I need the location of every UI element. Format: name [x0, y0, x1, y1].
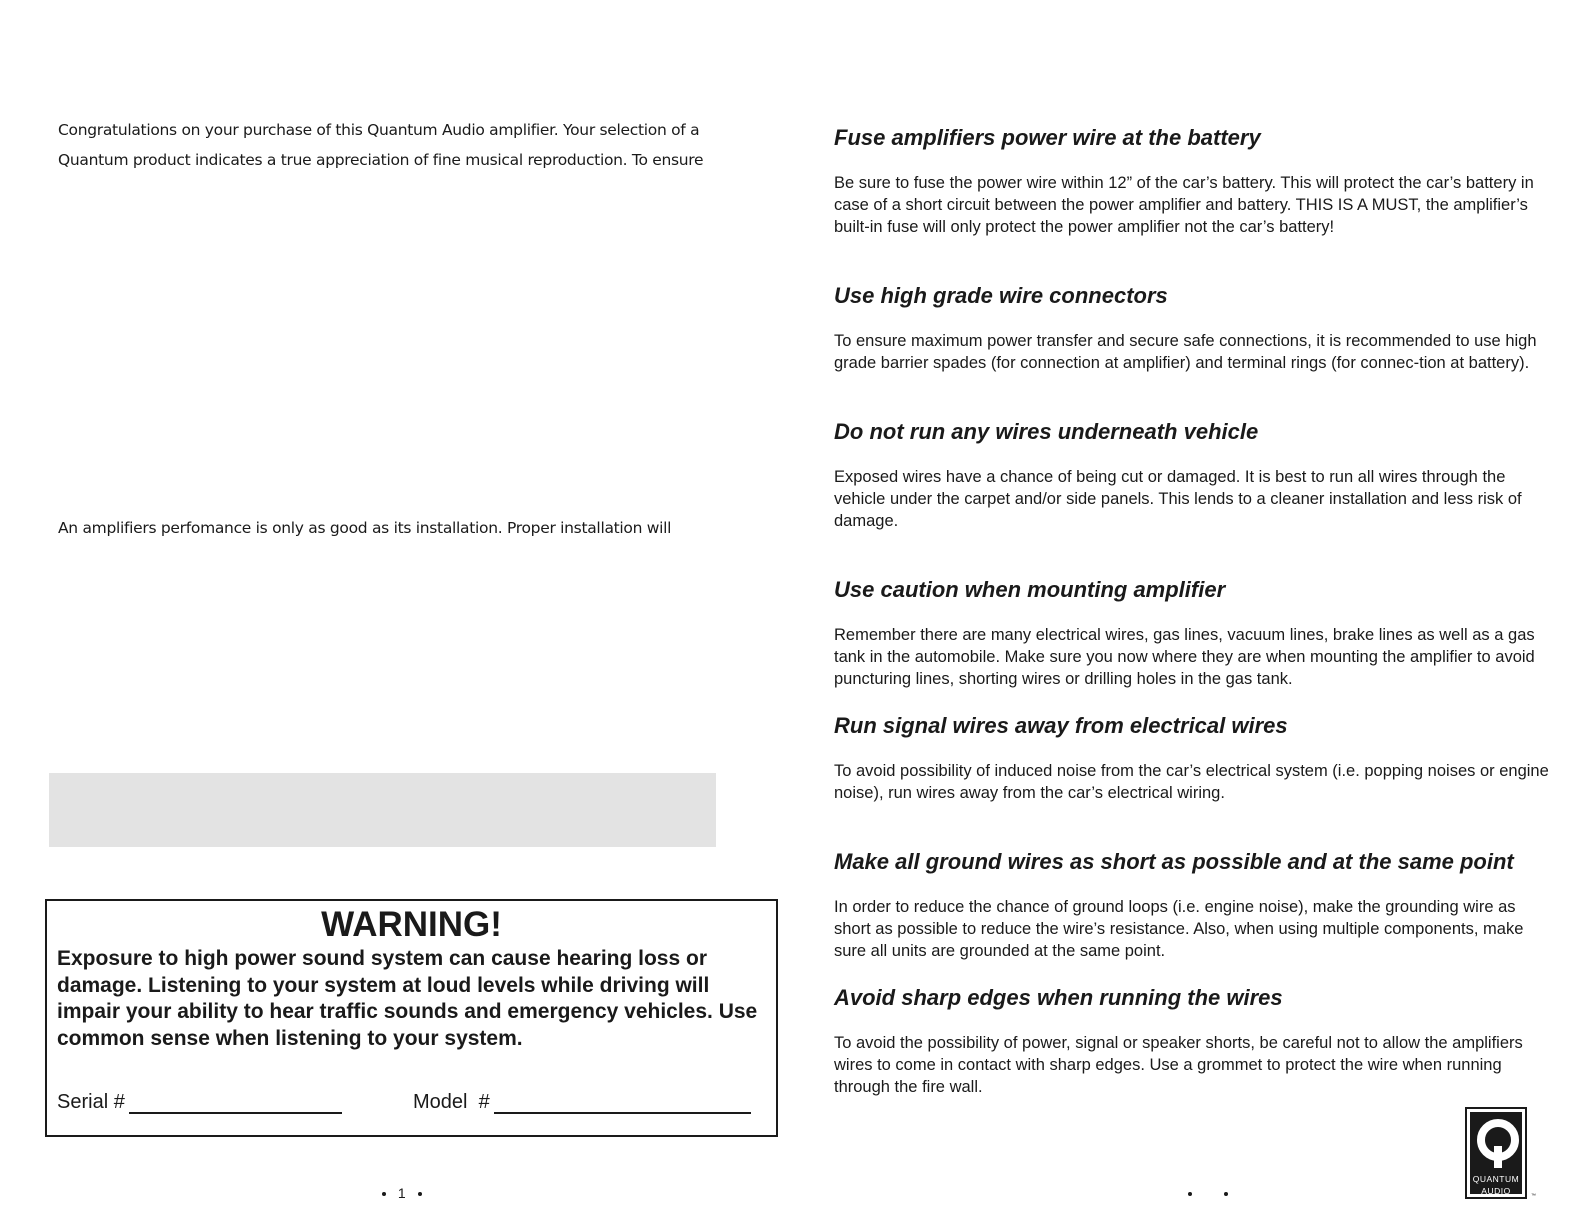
serial-blank-line — [129, 1092, 342, 1114]
section-body: To avoid possibility of induced noise from the car’s electrical system (i.e. popping noises or engine noise), run wires away from the car’s electrical wiring. — [834, 762, 1549, 802]
right-page-number — [1188, 1185, 1228, 1201]
page-number-text: 1 — [397, 1185, 406, 1201]
logo-text-quantum: QUANTUM — [1472, 1174, 1520, 1184]
section-heading: Do not run any wires underneath vehicle — [834, 419, 1259, 444]
section-body: To avoid the possibility of power, signal or speaker shorts, be careful not to allow the amplifiers wires to come in contact with sharp edges. Use a grommet to protect the wire when running through the fire wall. — [834, 1034, 1523, 1096]
intro-paragraph — [58, 116, 718, 175]
model-label: Model # — [413, 1091, 490, 1113]
section-body: Be sure to fuse the power wire within 12” of the car’s battery. This will protect the car’s battery in case of a short circuit between the power amplifier and battery. THIS IS A MUST, the amplifier’s built-in fuse will only protect the power amplifier not the car’s battery! — [834, 174, 1534, 236]
logo-text-audio: AUDIO — [1481, 1186, 1511, 1196]
quantum-q-icon — [1472, 1116, 1524, 1176]
section-body: In order to reduce the chance of ground loops (i.e. engine noise), make the grounding wire as short as possible to reduce the wire’s resistance. Also, when using multiple components, make sure all units are grounded at the same point. — [834, 898, 1524, 960]
quantum-audio-logo — [1465, 1107, 1527, 1199]
section-heading: Fuse amplifiers power wire at the battery — [834, 125, 1261, 150]
intro-line-1: Congratulations on your purchase of this Quantum Audio amplifier. Your selection of a — [58, 121, 700, 139]
trademark-symbol: ™ — [1531, 1193, 1536, 1199]
warning-title: WARNING! — [321, 905, 502, 944]
left-page-number — [382, 1185, 422, 1201]
section-body: Exposed wires have a chance of being cut or damaged. It is best to run all wires through the vehicle under the carpet and/or side panels. This lends to a cleaner installation and less risk of damage. — [834, 468, 1522, 530]
page-dot-icon — [382, 1192, 386, 1196]
section-heading: Avoid sharp edges when running the wires — [834, 985, 1283, 1010]
serial-field — [57, 1091, 342, 1114]
warning-text: Exposure to high power sound system can cause hearing loss or damage. Listening to your system at loud levels while driving will impair your ability to hear traffic sounds and emergency vehicles. Use common sense when listening to your system. — [57, 947, 758, 1050]
model-blank-line — [494, 1092, 751, 1114]
warning-box — [45, 899, 778, 1137]
section-heading: Make all ground wires as short as possible and at the same point — [834, 849, 1514, 874]
section-body: Remember there are many electrical wires, gas lines, vacuum lines, brake lines as well as a gas tank in the automobile. Make sure you now where they are when mounting the amplifier to avoid puncturing lines, shorting wires or drilling holes in the gas tank. — [834, 626, 1535, 688]
section-heading: Use high grade wire connectors — [834, 283, 1168, 308]
section-body: To ensure maximum power transfer and secure safe connections, it is recommended to use high grade barrier spades (for connection at amplifier) and terminal rings (for connec-tion at battery). — [834, 332, 1537, 372]
serial-label: Serial # — [57, 1091, 125, 1113]
grey-banner — [49, 773, 716, 847]
section-heading: Run signal wires away from electrical wires — [834, 713, 1288, 738]
intro-line-2: Quantum product indicates a true appreciation of fine musical reproduction. To ensure — [58, 150, 704, 169]
page-dot-icon — [418, 1192, 422, 1196]
page-dot-icon — [1188, 1192, 1192, 1196]
page-dot-icon — [1224, 1192, 1228, 1196]
installation-line: An amplifiers perfomance is only as good as its installation. Proper installation will — [58, 519, 672, 537]
model-field — [413, 1091, 751, 1114]
section-heading: Use caution when mounting amplifier — [834, 577, 1226, 602]
